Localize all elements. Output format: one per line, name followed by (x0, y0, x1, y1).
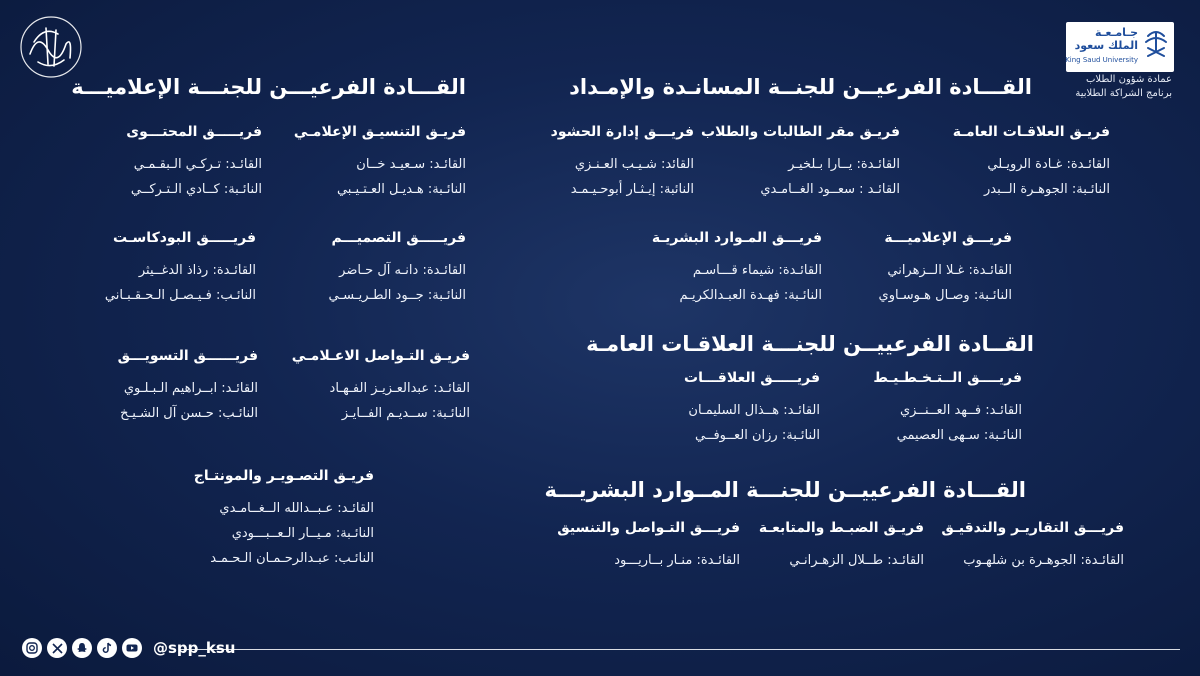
team-member: النائـبة: الجوهـرة الــبدر (984, 182, 1110, 197)
calligraphy-emblem-icon (18, 14, 84, 80)
hr-heading: القـــادة الفرعييــن للجنـــة المــوارد البشريـــة (544, 478, 1026, 502)
team-block (194, 468, 374, 571)
team-block (684, 370, 820, 448)
team-member: النائـبة: كــادي الـتـركــي (130, 182, 262, 197)
team-block (105, 230, 256, 308)
team-member: القائـد: ابــراهيم الـبـلـوي (123, 381, 258, 396)
team-member: النائـبة: وصـال هـوسـاوي (878, 288, 1012, 303)
team-name: فريـــق الإعلاميـــة (884, 230, 1012, 246)
team-block (551, 124, 694, 202)
logo-arabic-line2: الملك سعود (1074, 39, 1138, 52)
team-member: القائـد : سعــود الغــامـدي (760, 182, 900, 197)
university-logo (1066, 22, 1174, 72)
team-block (557, 520, 740, 573)
team-member: النائـب: عبـدالرحـمـان الـحـمـد (210, 551, 374, 566)
team-member: النائبة: إيـثـار أبوحـيـمـد (570, 182, 694, 197)
team-block (879, 230, 1012, 308)
team-member: النائـبة: هـديـل العـتـيـبي (336, 182, 466, 197)
team-block (701, 124, 900, 202)
pr-heading: القــادة الفرعييــن للجنـــة العلاقـات العامـة (586, 332, 1034, 356)
team-member: القائـد: تـركـي الـبقـمـي (133, 157, 262, 172)
logo-english: King Saud University (1065, 56, 1138, 64)
support-heading: القـــادة الفرعيــن للجنــة المسانـدة والإمـداد (569, 75, 1032, 99)
team-block (126, 124, 262, 202)
team-member: القائـد: هــذال السليمـان (688, 403, 820, 418)
team-member: النائـب: حـسن آل الشـيـخ (120, 406, 258, 421)
team-member: النائـبة: رزان العــوفــي (695, 428, 820, 443)
team-member: القائـدة: يــارا بـلخيـر (788, 157, 900, 172)
team-name: فريـق التنسيـق الإعلامـي (293, 124, 466, 140)
team-name: فريـــــق المحتـــوى (126, 124, 262, 140)
team-name: فريـــــق البودكاسـت (112, 230, 256, 246)
team-name: فريـق مقر الطالبات والطلاب (701, 124, 900, 140)
program-label: برنامج الشراكة الطلابية (1075, 88, 1172, 99)
team-block (118, 348, 258, 426)
team-name: فريـــق التـواصل والتنسيق (557, 520, 740, 536)
team-block (292, 348, 470, 426)
team-block (941, 520, 1124, 573)
team-member: القائد: شـيـب العـنـزي (574, 157, 694, 172)
team-member: القائـد: عبدالعـزيـز الفـهـاد (329, 381, 470, 396)
media-heading: القـــادة الفرعيـــن للجنـــة الإعلاميـــة (71, 75, 466, 99)
team-member: القائـدة: دانـه آل حـاضر (339, 263, 466, 278)
team-member: القائـدة: منـار بــاريـــود (614, 553, 740, 568)
team-name: فريــــق الــتـخـطـيـط (873, 370, 1022, 386)
team-member: القائـدة: غـلا الــزهراني (887, 263, 1012, 278)
team-member: القائـدة: رذاذ الدغــيثر (138, 263, 256, 278)
team-member: القائـدة: غـادة الرويـلي (987, 157, 1110, 172)
team-member: النائـبة: سـهى العصيمي (896, 428, 1022, 443)
team-name: فريـــق المـوارد البشريـة (651, 230, 822, 246)
team-block (873, 370, 1022, 448)
team-block (953, 124, 1110, 202)
team-block (329, 230, 466, 308)
team-member: القائـدة: شيماء قـــاسـم (692, 263, 822, 278)
team-member: القائـد: فــهد العــنــزي (899, 403, 1022, 418)
team-name: فريـق التصـويـر والمونتـاج (193, 468, 374, 484)
team-member: القائـد: سـعيـد خــان (356, 157, 466, 172)
team-name: فريـــق إدارة الحشود (550, 124, 694, 140)
team-member: النائـبة: ســديـم الفــايـز (341, 406, 470, 421)
logo-arabic-line1: جـامـعـة (1094, 26, 1138, 39)
team-name: فريـــــق التصميـــم (331, 230, 466, 246)
team-member: النائـب: فـيـصـل الـحـقـبـاني (104, 288, 256, 303)
team-member: النائـبة: مـيــار الـعــبـــودي (231, 526, 374, 541)
footer-divider (180, 649, 1180, 650)
team-name: فريـــــق العلاقـــات (684, 370, 820, 386)
snapchat-icon[interactable] (72, 638, 92, 658)
social-handle[interactable]: @spp_ksu (153, 639, 236, 657)
deanship-label: عمادة شؤون الطلاب (1086, 74, 1172, 85)
instagram-icon[interactable] (22, 638, 42, 658)
team-block (294, 124, 466, 202)
team-member: القائـد: طــلال الزهـرانـي (789, 553, 924, 568)
team-member: النائـبة: جــود الطـريـسـي (328, 288, 466, 303)
team-member: القائـد: عـبــدالله الــغــامـدي (219, 501, 374, 516)
youtube-icon[interactable] (122, 638, 142, 658)
x-icon[interactable] (47, 638, 67, 658)
team-name: فريـق التـواصل الاعـلامـي (291, 348, 470, 364)
team-name: فريـــق التقاريـر والتدقيـق (941, 520, 1124, 536)
palm-swords-icon (1142, 28, 1170, 66)
team-member: النائـبة: فهـدة العبـدالكريـم (679, 288, 822, 303)
team-block (652, 230, 822, 308)
tiktok-icon[interactable] (97, 638, 117, 658)
team-name: فريـق الضبـط والمتابعـة (758, 520, 924, 536)
team-member: القائـدة: الجوهـرة بن شلهـوب (963, 553, 1124, 568)
team-name: فريـق العلاقـات العامـة (952, 124, 1110, 140)
team-name: فريــــــق التسويـــق (117, 348, 258, 364)
social-bar (22, 638, 236, 658)
team-block (759, 520, 924, 573)
